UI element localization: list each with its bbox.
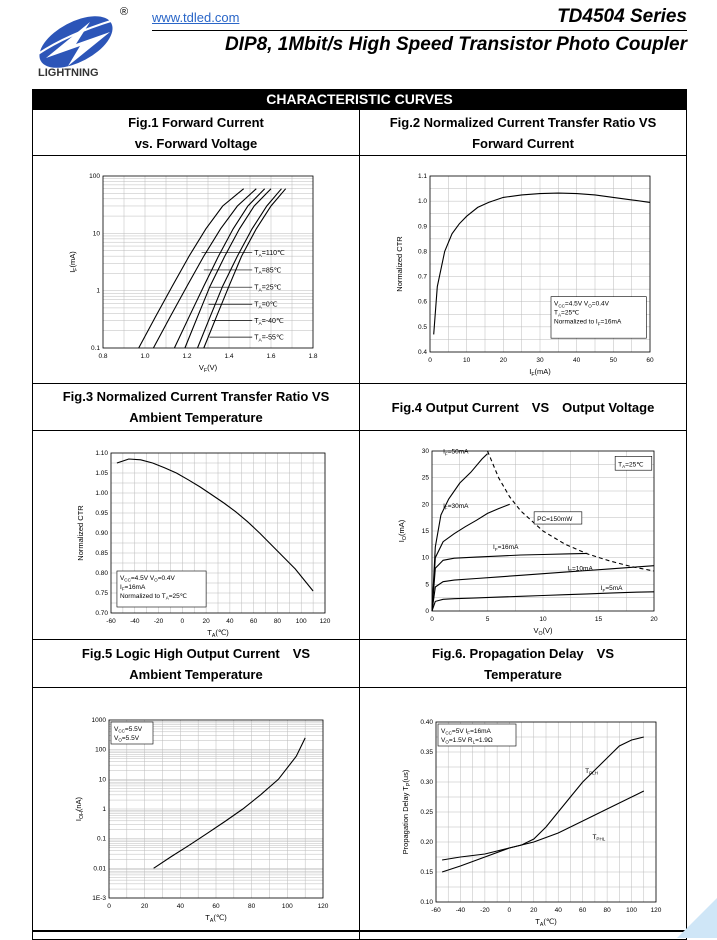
x-tick-label: 30 xyxy=(536,357,544,364)
y-tick-label: 0.35 xyxy=(420,749,433,756)
x-tick-label: 100 xyxy=(626,907,637,914)
x-tick-label: -20 xyxy=(480,907,490,914)
curves-table xyxy=(32,89,687,940)
x-tick-label: 0.8 xyxy=(98,353,108,360)
fig6-cell xyxy=(360,688,687,940)
annotation-text: $V_{CC}=5.5V$ xyxy=(114,726,143,734)
y-tick-label: 0.90 xyxy=(95,530,108,537)
fig6-chart xyxy=(360,688,686,934)
fig1-cell xyxy=(33,156,360,384)
series-label: $T_{PHL}$ xyxy=(592,834,606,842)
x-tick-label: 120 xyxy=(317,903,329,910)
fig3-caption: Fig.3 Normalized Current Transfer Ratio VS Ambient Temperature xyxy=(33,384,360,431)
annotation-text: $V_{CC}=5V$ $I_F=16mA$ xyxy=(441,728,491,736)
y-tick-label: 1 xyxy=(102,806,106,813)
series-label: $I_F=50mA$ xyxy=(443,448,469,457)
series-label: $T_A=-40℃$ xyxy=(254,318,284,327)
fig4-cell xyxy=(360,431,687,640)
series-label: $T_A=-55℃$ xyxy=(254,334,284,344)
x-tick-label: 15 xyxy=(594,616,603,623)
fig5-chart xyxy=(33,688,359,934)
chart-grid xyxy=(109,720,323,898)
y-tick-label: 0.10 xyxy=(420,899,433,906)
y-tick-label: 0.9 xyxy=(417,223,427,231)
series-title: TD4504 Series xyxy=(557,6,687,27)
x-tick-label: 0 xyxy=(180,618,185,625)
y-axis-label: $I_O(mA)$ xyxy=(397,519,408,543)
x-tick-label: -40 xyxy=(130,618,140,625)
y-tick-label: 0.75 xyxy=(95,590,108,597)
y-tick-label: 1.00 xyxy=(95,490,108,497)
x-tick-label: -40 xyxy=(455,907,466,914)
x-tick-label: 0 xyxy=(428,357,432,364)
series-label: $I_F=5mA$ xyxy=(600,585,623,593)
x-tick-label: 5 xyxy=(485,616,490,623)
fig2-cell xyxy=(360,156,687,384)
fig4-caption: Fig.4 Output Current VS Output Voltage xyxy=(360,384,687,431)
y-tick-label: 0.80 xyxy=(95,570,108,577)
x-tick-label: 20 xyxy=(650,616,658,623)
x-tick-label: 0 xyxy=(507,907,512,914)
annotation-text: $V_{CC}=4.5V$ $V_O=0.4V$ xyxy=(119,575,175,583)
fig6-caption: Fig.6. Propagation Delay VS Temperature xyxy=(360,640,687,688)
annotation-text: $V_O=5.5V$ xyxy=(114,735,140,743)
y-tick-label: 0.95 xyxy=(95,510,108,517)
section-title: CHARACTERISTIC CURVES xyxy=(33,90,687,110)
x-tick-label: 100 xyxy=(295,618,307,625)
fig4-chart xyxy=(360,431,686,637)
x-tick-label: 0 xyxy=(430,616,434,623)
series-label: $I_F=16mA$ xyxy=(493,544,519,552)
x-tick-label: 60 xyxy=(646,357,654,364)
y-tick-label: 0.70 xyxy=(95,610,108,617)
y-tick-label: 1E-3 xyxy=(92,895,106,902)
y-tick-label: 0.4 xyxy=(417,349,427,356)
x-tick-label: -60 xyxy=(106,618,116,625)
series-label: $I_F=10mA$ xyxy=(567,565,593,574)
fig3-chart xyxy=(33,431,359,639)
y-tick-label: 0.1 xyxy=(90,345,100,352)
x-tick-label: 20 xyxy=(530,907,538,914)
x-axis-label: $V_O(V)$ xyxy=(533,626,553,637)
y-tick-label: 0.85 xyxy=(95,550,108,557)
website-link[interactable]: www.tdled.com xyxy=(152,10,240,25)
x-tick-label: 1.4 xyxy=(224,353,234,360)
series-label: $T_A=85℃$ xyxy=(254,267,282,277)
y-tick-label: 10 xyxy=(421,554,429,562)
y-tick-label: 30 xyxy=(421,448,429,455)
x-tick-label: 50 xyxy=(609,357,617,364)
y-tick-label: 0.6 xyxy=(417,298,427,306)
y-tick-label: 0.8 xyxy=(417,248,427,256)
series-label: $T_A=110℃$ xyxy=(254,250,285,259)
x-tick-label: 40 xyxy=(554,907,562,914)
annotation-text: PC=150mW xyxy=(537,515,573,523)
series-line xyxy=(153,189,256,348)
x-axis-label: $V_F(V)$ xyxy=(198,363,218,374)
x-axis-label: $T_A(℃)$ xyxy=(207,628,229,639)
x-tick-label: 60 xyxy=(250,618,258,625)
y-tick-label: 5 xyxy=(425,581,429,589)
series-line xyxy=(442,791,644,860)
y-axis-label: Normalized CTR xyxy=(76,505,85,561)
x-tick-label: 10 xyxy=(463,357,471,364)
fig5-cell xyxy=(33,688,360,940)
annotation-text: Normalized to $I_F=16mA$ xyxy=(554,318,622,327)
y-tick-label: 100 xyxy=(89,173,100,180)
annotation-text: $V_{CC}=4.5V$ $V_O=0.4V$ xyxy=(554,300,609,309)
fig2-chart xyxy=(360,156,686,378)
y-tick-label: 10 xyxy=(98,776,106,784)
series-line xyxy=(174,189,264,348)
x-tick-label: 80 xyxy=(273,618,282,625)
fig2-caption: Fig.2 Normalized Current Transfer Ratio VS Forward Current xyxy=(360,110,687,156)
y-tick-label: 1.10 xyxy=(95,450,108,457)
y-tick-label: 10 xyxy=(92,230,100,238)
x-tick-label: 40 xyxy=(226,618,234,625)
x-axis-label: $T_A(℃)$ xyxy=(205,913,227,924)
y-tick-label: 100 xyxy=(95,746,106,754)
x-tick-label: 40 xyxy=(573,357,581,364)
x-tick-label: 80 xyxy=(248,903,256,910)
y-axis-label: Normalized CTR xyxy=(395,236,404,292)
series-label: $T_A=0℃$ xyxy=(254,301,278,311)
annotation-text: Normalized to $T_A=25℃$ xyxy=(119,593,188,601)
lightning-logo xyxy=(28,14,148,80)
y-tick-label: 15 xyxy=(421,528,429,535)
fig5-caption: Fig.5 Logic High Output Current VS Ambient Temperature xyxy=(33,640,360,688)
x-tick-label: 20 xyxy=(499,357,507,364)
series-line xyxy=(432,553,587,611)
series-label: $I_F=30mA$ xyxy=(443,503,469,511)
x-tick-label: 1.8 xyxy=(308,353,318,360)
annotation-text: $T_A=25℃$ xyxy=(554,309,580,318)
x-tick-label: 0 xyxy=(107,903,111,910)
series-label: $T_A=25℃$ xyxy=(254,284,282,294)
annotation-text: $I_F=16mA$ xyxy=(119,584,146,592)
y-tick-label: 0.1 xyxy=(96,835,106,843)
x-tick-label: -60 xyxy=(431,907,441,914)
y-tick-label: 25 xyxy=(421,474,429,482)
y-tick-label: 1.0 xyxy=(417,198,427,206)
y-tick-label: 0.25 xyxy=(420,809,433,816)
x-axis-label: $T_A(℃)$ xyxy=(535,917,557,928)
x-tick-label: 1.0 xyxy=(140,353,150,360)
y-tick-label: 0.30 xyxy=(420,779,433,786)
x-axis-label: $I_F(mA)$ xyxy=(529,367,551,378)
y-tick-label: 0 xyxy=(425,608,429,615)
y-tick-label: 0.01 xyxy=(93,865,106,873)
x-tick-label: 60 xyxy=(212,903,220,910)
y-tick-label: 0.7 xyxy=(417,273,427,281)
y-tick-label: 1.05 xyxy=(95,470,108,477)
x-tick-label: 10 xyxy=(539,616,547,623)
y-tick-label: 1.1 xyxy=(417,173,427,180)
x-tick-label: 60 xyxy=(579,907,587,914)
fig3-cell xyxy=(33,431,360,640)
y-tick-label: 0.15 xyxy=(420,869,433,876)
fig1-caption: Fig.1 Forward Current vs. Forward Voltage xyxy=(33,110,360,156)
brand-name: LIGHTNING xyxy=(38,67,99,79)
trademark-symbol: ® xyxy=(120,6,129,18)
x-tick-label: 40 xyxy=(176,903,184,910)
series-line xyxy=(442,737,644,872)
x-tick-label: 120 xyxy=(319,618,331,625)
x-tick-label: 80 xyxy=(603,907,611,914)
y-axis-label: $I_F(mA)$ xyxy=(68,251,79,273)
y-tick-label: 0.40 xyxy=(420,719,433,726)
annotation-text: $T_A=25℃$ xyxy=(618,461,644,469)
y-tick-label: 0.5 xyxy=(417,323,427,331)
document-header xyxy=(0,0,717,90)
x-tick-label: 100 xyxy=(281,903,293,910)
y-tick-label: 0.20 xyxy=(420,839,433,846)
x-tick-label: 1.6 xyxy=(266,353,276,360)
series-label: $T_{PLH}$ xyxy=(585,768,598,776)
y-tick-label: 20 xyxy=(421,501,429,509)
x-tick-label: 20 xyxy=(141,903,149,910)
page-corner-decoration xyxy=(677,898,717,938)
y-axis-label: $I_{OH}(nA)$ xyxy=(74,796,85,822)
x-tick-label: 20 xyxy=(202,618,210,625)
y-axis-label: Propagation Delay $T_P(us)$ xyxy=(401,769,412,855)
footer-rule xyxy=(32,930,686,932)
x-tick-label: -20 xyxy=(153,618,164,625)
x-tick-label: 120 xyxy=(650,907,662,914)
annotation-text: $V_O=1.5V$ $R_L=1.9\Omega$ xyxy=(441,737,493,745)
y-tick-label: 1000 xyxy=(91,717,106,724)
series-line xyxy=(154,738,306,868)
header-rule xyxy=(152,30,687,31)
y-tick-label: 1 xyxy=(96,287,100,295)
x-tick-label: 1.2 xyxy=(182,353,192,360)
document-subtitle: DIP8, 1Mbit/s High Speed Transistor Photo Coupler xyxy=(224,34,687,55)
fig1-chart xyxy=(33,156,359,378)
series-line xyxy=(139,189,244,348)
chart-grid xyxy=(436,722,656,902)
